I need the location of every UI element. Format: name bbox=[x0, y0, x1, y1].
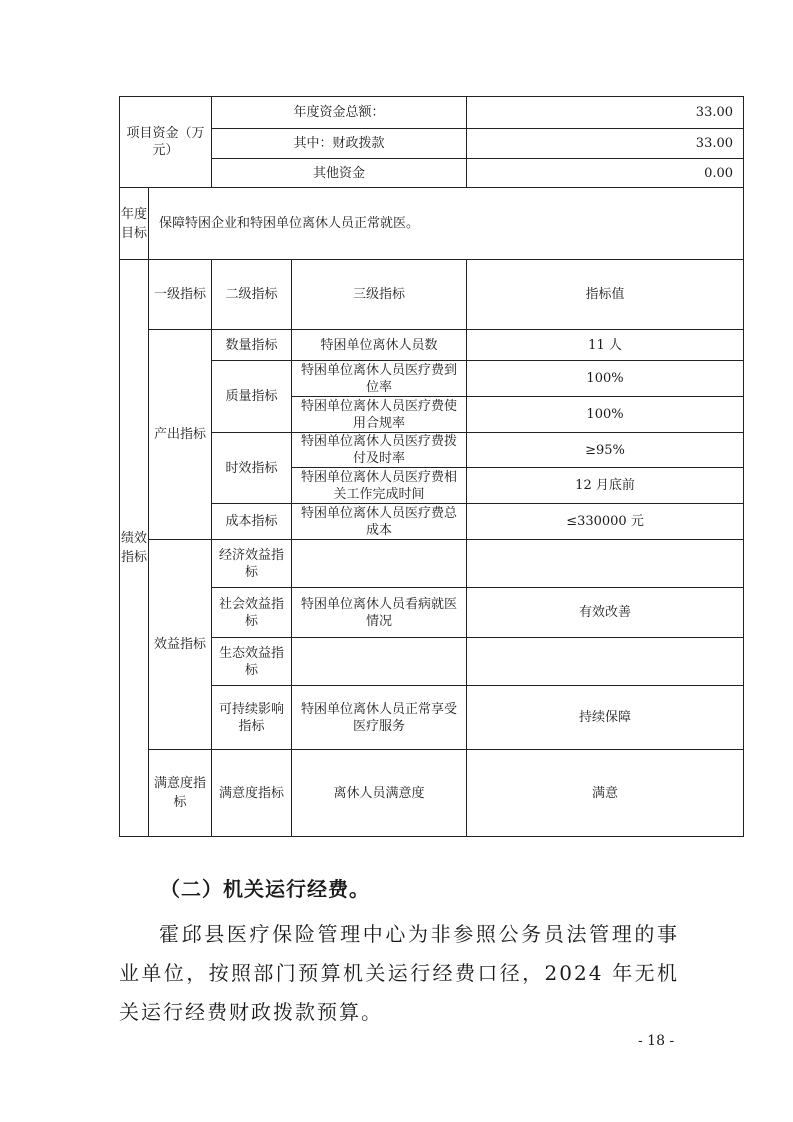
indicator-value: 12 月底前 bbox=[467, 468, 744, 504]
header-level3: 三级指标 bbox=[292, 260, 467, 330]
indicator-name: 特困单位离休人员医疗费相关工作完成时间 bbox=[292, 468, 467, 504]
section-heading: （二）机关运行经费。 bbox=[160, 877, 370, 901]
indicator-name: 特困单位离休人员数 bbox=[292, 330, 467, 361]
performance-indicator-label: 绩效指标 bbox=[120, 260, 149, 837]
indicator-value: 有效改善 bbox=[467, 588, 744, 638]
satisfaction-sub-label: 满意度指标 bbox=[212, 750, 292, 837]
benefit-indicator-label: 效益指标 bbox=[149, 540, 212, 750]
funds-fiscal-value: 33.00 bbox=[467, 129, 744, 159]
indicator-value bbox=[467, 638, 744, 686]
funds-label: 项目资金（万元） bbox=[120, 97, 212, 188]
indicator-name: 特困单位离休人员看病就医情况 bbox=[292, 588, 467, 638]
sustainable-impact-label: 可持续影响指标 bbox=[212, 686, 292, 750]
ecological-benefit-label: 生态效益指标 bbox=[212, 638, 292, 686]
indicator-value: ≥95% bbox=[467, 433, 744, 468]
header-level1: 一级指标 bbox=[149, 260, 212, 330]
timeliness-indicator-label: 时效指标 bbox=[212, 433, 292, 504]
quality-indicator-label: 质量指标 bbox=[212, 361, 292, 433]
output-indicator-label: 产出指标 bbox=[149, 330, 212, 540]
indicator-name bbox=[292, 540, 467, 588]
social-benefit-label: 社会效益指标 bbox=[212, 588, 292, 638]
economic-benefit-label: 经济效益指标 bbox=[212, 540, 292, 588]
header-level2: 二级指标 bbox=[212, 260, 292, 330]
annual-goal-label: 年度目标 bbox=[120, 188, 149, 260]
indicator-name: 特困单位离休人员医疗费拨付及时率 bbox=[292, 433, 467, 468]
indicator-name: 特困单位离休人员医疗费到位率 bbox=[292, 361, 467, 397]
indicator-value: 100% bbox=[467, 397, 744, 433]
funds-other-value: 0.00 bbox=[467, 159, 744, 188]
performance-target-table bbox=[119, 96, 744, 837]
quantity-indicator-label: 数量指标 bbox=[212, 330, 292, 361]
section-paragraph: 霍邱县医疗保险管理中心为非参照公务员法管理的事业单位，按照部门预算机关运行经费口径，2024 年无机关运行经费财政拨款预算。 bbox=[119, 922, 679, 1024]
indicator-value: ≤330000 元 bbox=[467, 504, 744, 540]
indicator-value: 满意 bbox=[467, 750, 744, 837]
indicator-value: 11 人 bbox=[467, 330, 744, 361]
indicator-name: 离休人员满意度 bbox=[292, 750, 467, 837]
indicator-name bbox=[292, 638, 467, 686]
indicator-value: 100% bbox=[467, 361, 744, 397]
indicator-value: 持续保障 bbox=[467, 686, 744, 750]
annual-goal-text: 保障特困企业和特困单位离休人员正常就医。 bbox=[149, 188, 744, 260]
funds-total-label: 年度资金总额： bbox=[212, 97, 467, 129]
cost-indicator-label: 成本指标 bbox=[212, 504, 292, 540]
funds-other-label: 其他资金 bbox=[212, 159, 467, 188]
indicator-name: 特困单位离休人员医疗费总成本 bbox=[292, 504, 467, 540]
satisfaction-indicator-label: 满意度指标 bbox=[149, 750, 212, 837]
funds-fiscal-label: 其中：财政拨款 bbox=[212, 129, 467, 159]
indicator-name: 特困单位离休人员正常享受医疗服务 bbox=[292, 686, 467, 750]
page-number: - 18 - bbox=[638, 1033, 675, 1049]
indicator-value bbox=[467, 540, 744, 588]
indicator-name: 特困单位离休人员医疗费使用合规率 bbox=[292, 397, 467, 433]
header-value: 指标值 bbox=[467, 260, 744, 330]
funds-total-value: 33.00 bbox=[467, 97, 744, 129]
